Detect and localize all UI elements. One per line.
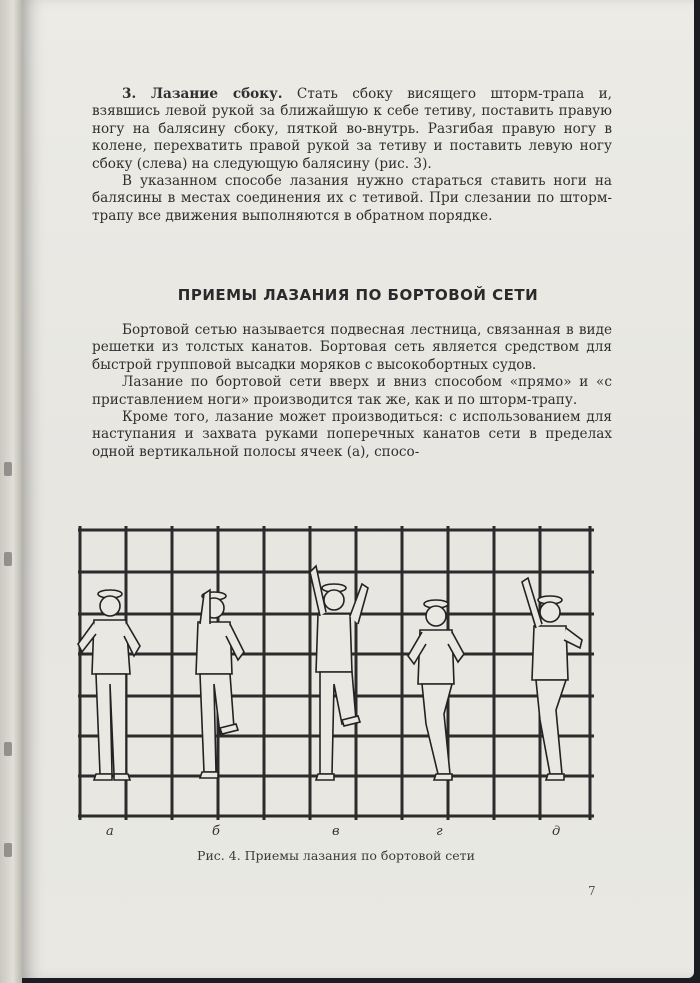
figure-letter-row	[76, 824, 596, 846]
figure-caption: Рис. 4. Приемы лазания по бортовой сети	[197, 848, 475, 863]
paragraph-text: Стать сбоку висящего шторм-трапа и, взявшись левой рукой за ближайшую к себе тетиву, поставить правую ногу на балясину сбоку, пяткой во-внутрь. Разгибая правую ногу в колене, перехватить правой рукой за тетиву и поставить левую ногу сбоку (слева) на следующую балясину (рис. 3).	[92, 86, 612, 172]
figure-letter: а	[106, 824, 114, 839]
figure-letter: д	[552, 824, 561, 839]
paragraph-net-definition: Бортовой сетью называется подвесная лестница, связанная в виде решетки из толстых канатов. Бортовая сеть является средством для быстрой групповой высадки моряков с высокобортных судов.	[92, 322, 612, 373]
figure-letter: г	[436, 824, 443, 839]
figure-letter: б	[212, 824, 220, 839]
text-block-net	[92, 322, 612, 461]
page-edge-mark	[4, 843, 12, 857]
figure-net-climbing	[76, 524, 596, 839]
adjacent-page-edge	[0, 0, 22, 983]
page-edge-mark	[4, 742, 12, 756]
paragraph-net-methods: Лазание по бортовой сети вверх и вниз способом «прямо» и «с приставлением ноги» производится так же, как и по шторм-трапу.	[92, 374, 612, 408]
book-page	[22, 0, 694, 978]
page-edge-mark	[4, 462, 12, 476]
page-edge-mark	[4, 552, 12, 566]
net-illustration	[76, 524, 596, 824]
section-heading: ПРИЕМЫ ЛАЗАНИЯ ПО БОРТОВОЙ СЕТИ	[177, 286, 539, 304]
sailor-figure-b	[196, 590, 244, 778]
paragraph-heading: 3. Лазание сбоку.	[122, 86, 283, 102]
page-number: 7	[588, 884, 596, 898]
paragraph-method-note: В указанном способе лазания нужно стараться ставить ноги на балясины в местах соединения их с тетивой. При слезании по шторм-трапу все движения выполняются в обратном порядке.	[92, 173, 612, 224]
figure-letter: в	[332, 824, 340, 839]
sailor-figure-d	[522, 578, 582, 780]
paragraph-net-additional: Кроме того, лазание может производиться: с использованием для наступания и захвата руками поперечных канатов сети в пределах одной вертикальной полосы ячеек (а), спосо-	[92, 409, 612, 460]
text-block-top	[92, 86, 612, 225]
paragraph-side-climbing	[92, 86, 612, 173]
sailor-figure-v	[310, 566, 368, 780]
sailor-figure-a	[78, 590, 140, 780]
sailor-figure-g	[408, 600, 464, 780]
